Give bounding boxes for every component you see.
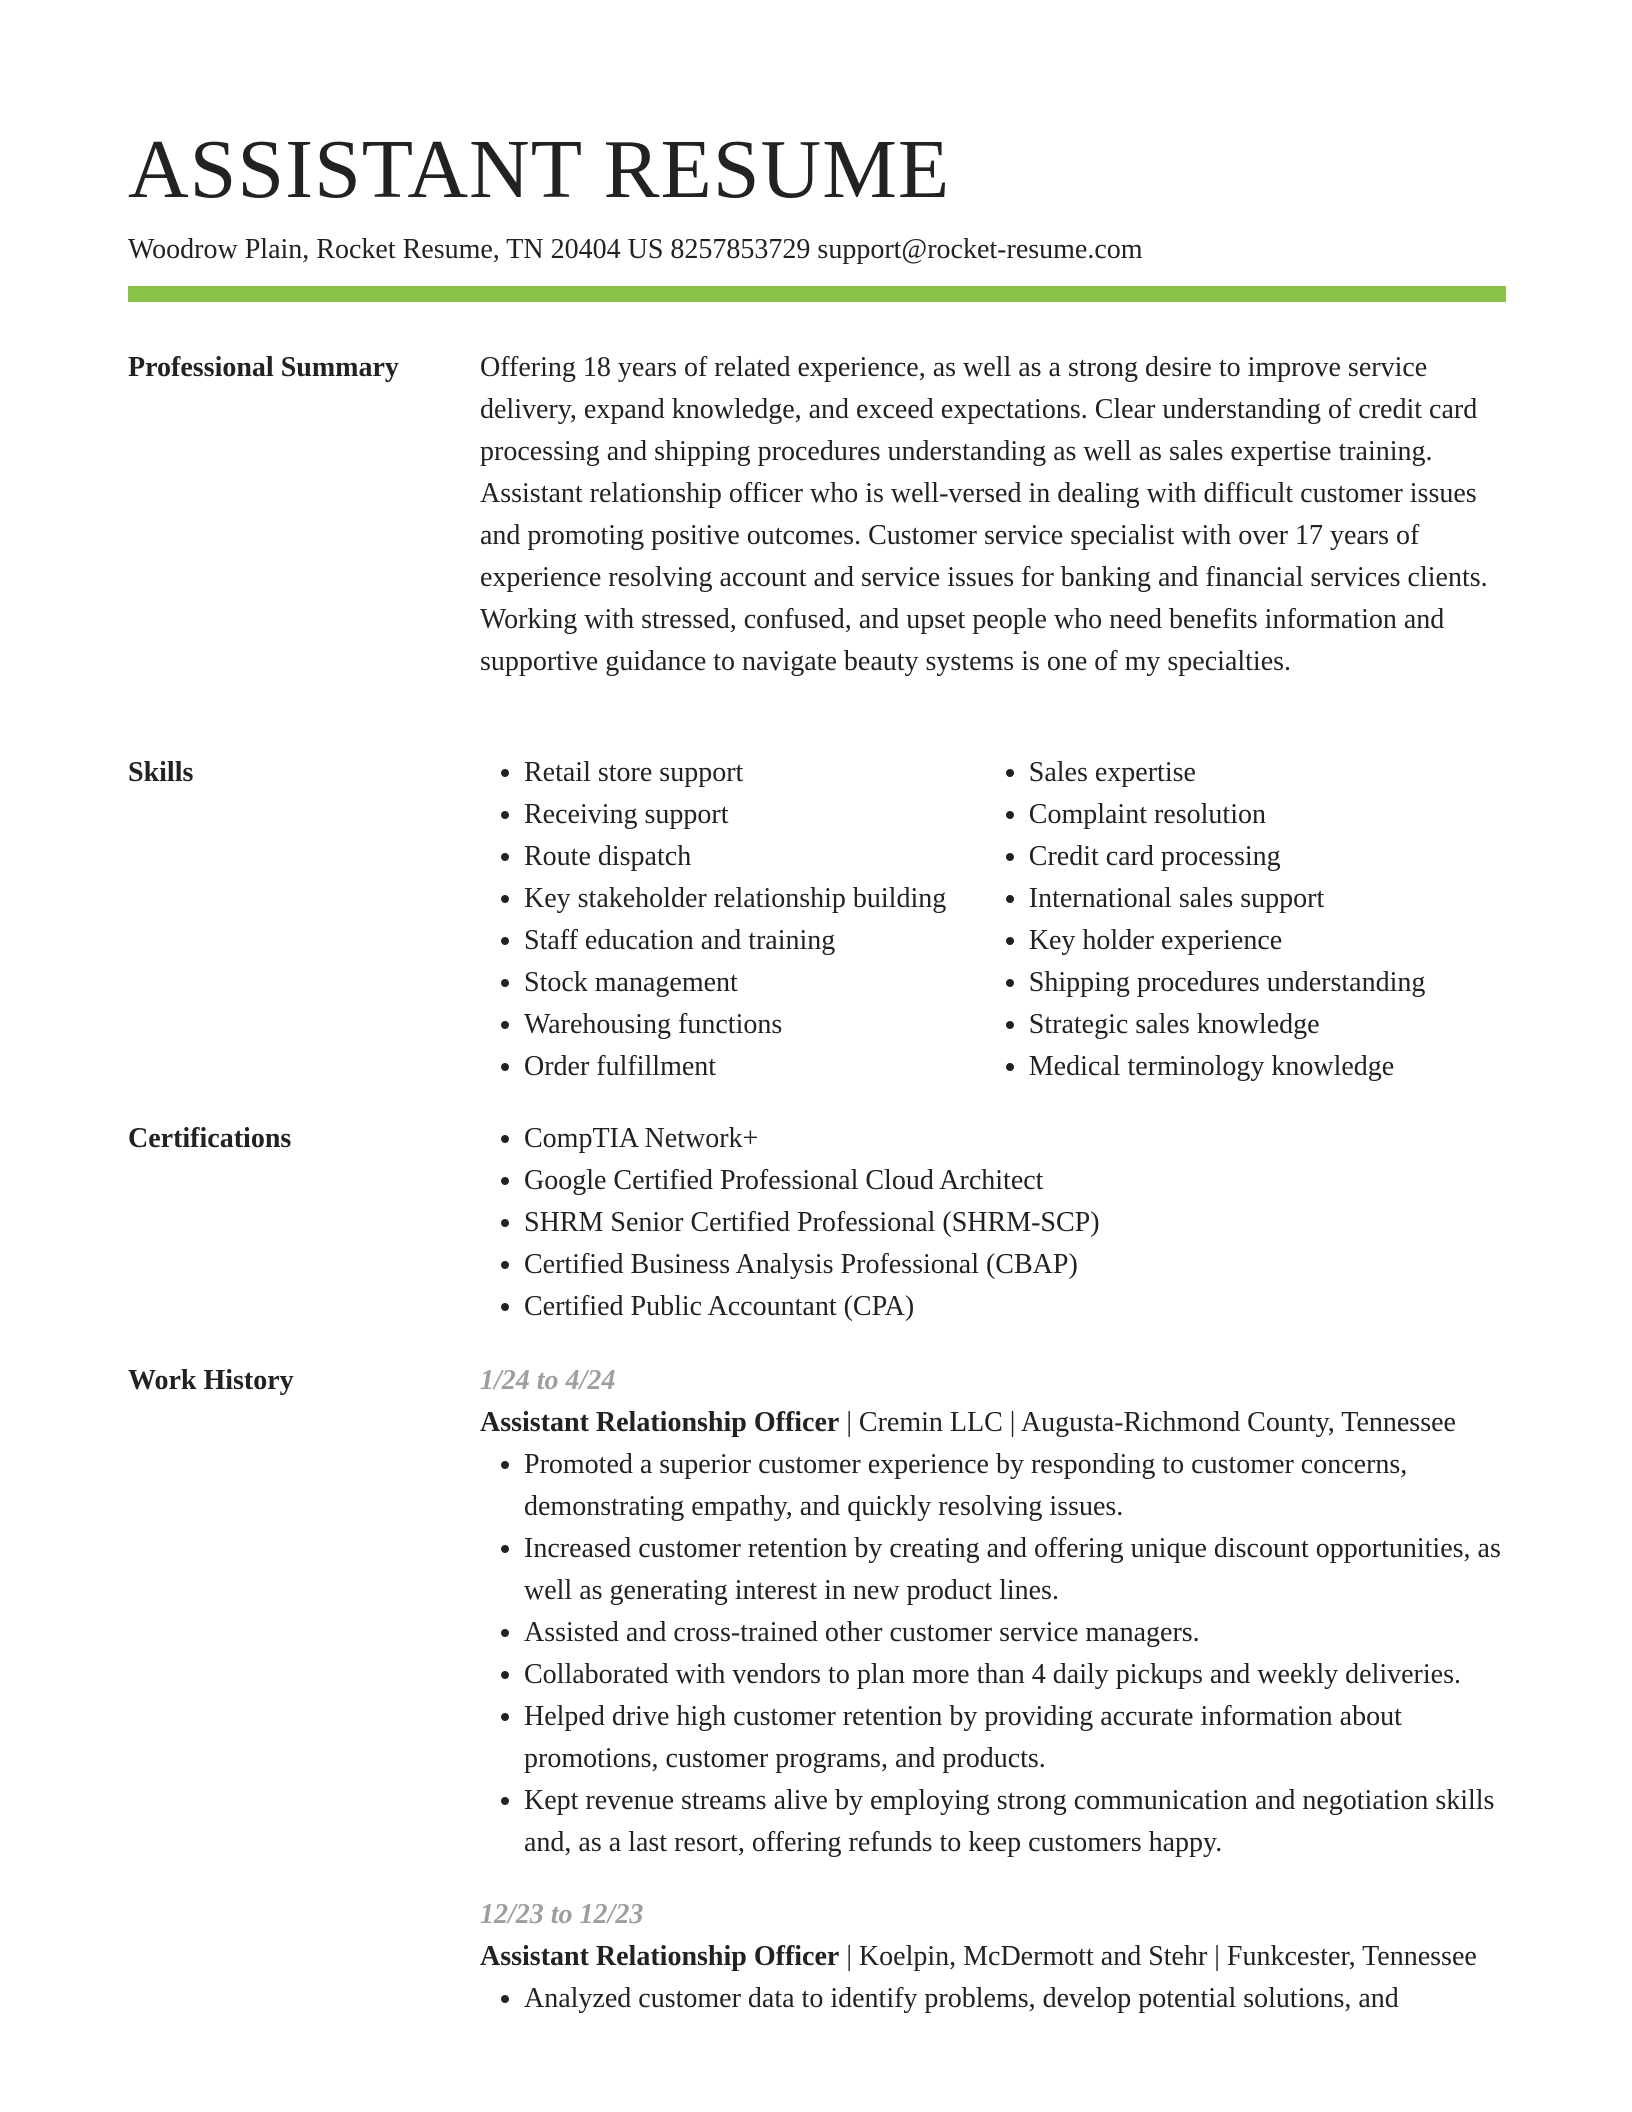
contact-phone: 8257853729 (670, 234, 811, 265)
skills-list-right (985, 752, 1506, 1088)
skill-item: • Key stakeholder relationship building (524, 878, 985, 920)
skills-grid (480, 752, 1506, 1088)
job-dates: 12/23 to 12/23 (480, 1899, 644, 1930)
job-details: | Cremin LLC | Augusta-Richmond County, Tennessee (839, 1407, 1456, 1438)
certification-item: • CompTIA Network+ (524, 1118, 1506, 1160)
skill-item: • Receiving support (524, 794, 985, 836)
skill-item: • Order fulfillment (524, 1046, 985, 1088)
job-role: Assistant Relationship Officer (480, 1407, 840, 1438)
skill-item: • Route dispatch (524, 836, 985, 878)
job-role: Assistant Relationship Officer (480, 1941, 840, 1972)
job-details: | Koelpin, McDermott and Stehr | Funkcester, Tennessee (839, 1941, 1477, 1972)
summary-body (480, 347, 1506, 683)
certifications-body (480, 1118, 1506, 1328)
contact-line (128, 232, 1143, 268)
job-entry (480, 1360, 1506, 1864)
skill-item: • Retail store support (524, 752, 985, 794)
job-bullets (480, 1444, 1506, 1864)
skill-item: • Staff education and training (524, 920, 985, 962)
summary-text: Offering 18 years of related experience, as well as a strong desire to improve service delivery, expand knowledge, and exceed expectations. Clear understanding of credit card processing and shipping procedures understanding as well as sales expertise training. Assistant relationship officer who is well-versed in dealing with difficult customer issues and promoting positive outcomes. Customer service specialist with over 17 years of experience resolving account and service issues for banking and financial services clients. Working with stressed, confused, and upset people who need benefits information and supportive guidance to navigate beauty systems is one of my specialties. (480, 352, 1488, 677)
skill-item: • International sales support (1029, 878, 1506, 920)
resume-title: ASSISTANT RESUME (128, 123, 951, 216)
skill-item: • Sales expertise (1029, 752, 1506, 794)
job-bullet: • Analyzed customer data to identify problems, develop potential solutions, and (524, 1978, 1506, 2020)
certification-item: • Google Certified Professional Cloud Architect (524, 1160, 1506, 1202)
job-bullet: • Kept revenue streams alive by employing strong communication and negotiation skills and, as a last resort, offering refunds to keep customers happy. (524, 1780, 1506, 1864)
job-bullet: • Helped drive high customer retention by providing accurate information about promotions, customer programs, and products. (524, 1696, 1506, 1780)
contact-address: Woodrow Plain, Rocket Resume, TN 20404 US (128, 234, 664, 265)
certifications-list (480, 1118, 1506, 1328)
job-dates: 1/24 to 4/24 (480, 1365, 616, 1396)
skill-item: • Medical terminology knowledge (1029, 1046, 1506, 1088)
skill-item: • Strategic sales knowledge (1029, 1004, 1506, 1046)
skills-list-left (480, 752, 985, 1088)
job-entry (480, 1894, 1506, 2020)
skill-item: • Complaint resolution (1029, 794, 1506, 836)
contact-email: support@rocket-resume.com (817, 234, 1143, 265)
job-heading (480, 1402, 1506, 1444)
certification-item: • Certified Business Analysis Professional (CBAP) (524, 1244, 1506, 1286)
skill-item: • Stock management (524, 962, 985, 1004)
skill-item: • Shipping procedures understanding (1029, 962, 1506, 1004)
skill-item: • Key holder experience (1029, 920, 1506, 962)
job-heading (480, 1936, 1506, 1978)
job-bullet: • Increased customer retention by creating and offering unique discount opportunities, as well as generating interest in new product lines. (524, 1528, 1506, 1612)
job-bullet: • Collaborated with vendors to plan more than 4 daily pickups and weekly deliveries. (524, 1654, 1506, 1696)
header-divider (128, 286, 1506, 302)
job-bullet: • Assisted and cross-trained other customer service managers. (524, 1612, 1506, 1654)
summary-heading: Professional Summary (128, 352, 399, 383)
certifications-heading: Certifications (128, 1123, 292, 1154)
job-bullets (480, 1978, 1506, 2020)
certification-item: • SHRM Senior Certified Professional (SHRM-SCP) (524, 1202, 1506, 1244)
skill-item: • Credit card processing (1029, 836, 1506, 878)
job-bullet: • Promoted a superior customer experience by responding to customer concerns, demonstrating empathy, and quickly resolving issues. (524, 1444, 1506, 1528)
skills-heading: Skills (128, 757, 194, 788)
certification-item: • Certified Public Accountant (CPA) (524, 1286, 1506, 1328)
work-history-heading: Work History (128, 1365, 294, 1396)
work-history-body (480, 1360, 1506, 2020)
skill-item: • Warehousing functions (524, 1004, 985, 1046)
skills-body (480, 752, 1506, 1088)
